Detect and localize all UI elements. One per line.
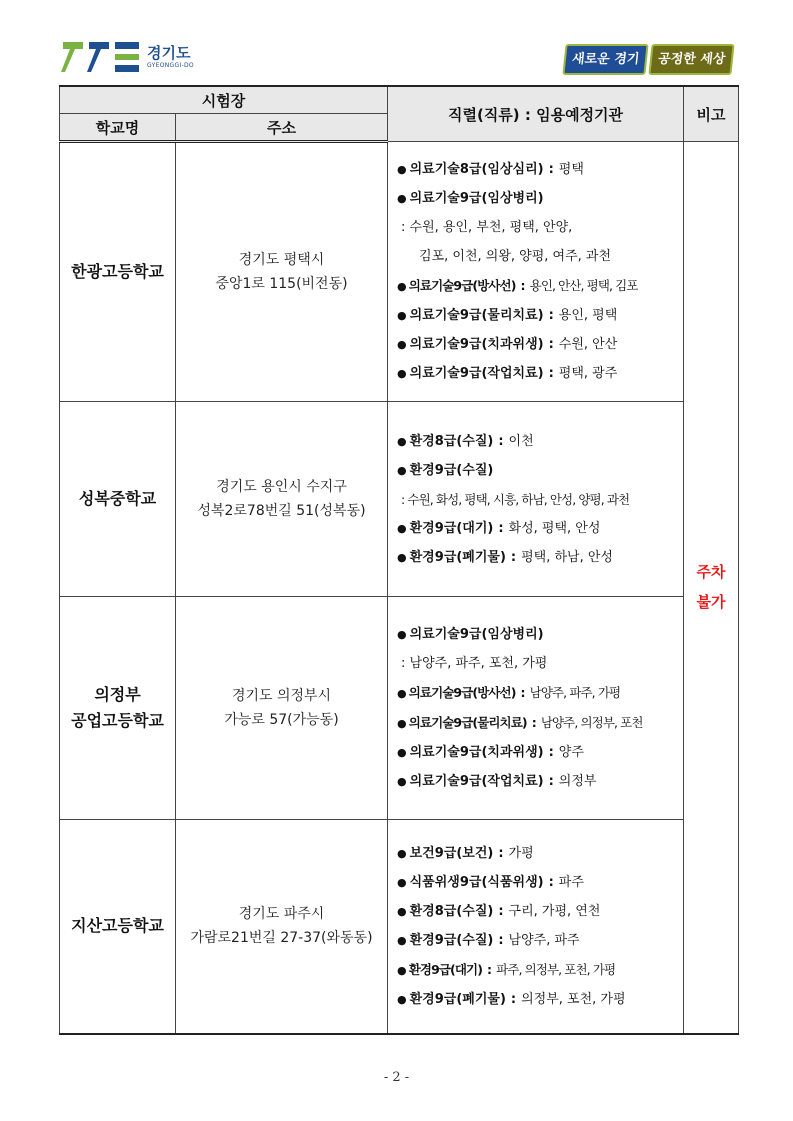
list-item: ● 의료기술9급(방사선) : 남양주, 파주, 가평	[397, 685, 621, 700]
header-venue: 시험장	[60, 86, 388, 114]
list-item: 김포, 이천, 의왕, 양평, 여주, 과천	[419, 249, 612, 264]
list-item: ● 의료기술9급(방사선) : 용인, 안산, 평택, 김포	[397, 278, 638, 293]
list-item: ● 환경9급(폐기물) : 평택, 하남, 안성	[397, 549, 613, 565]
logo-subtitle: GYEONGGI-DO	[147, 61, 194, 69]
role-list	[388, 820, 684, 1034]
page-number: - 2 -	[383, 1070, 410, 1085]
list-item: ● 의료기술9급(치과위생) : 양주	[397, 745, 584, 760]
role-list	[388, 142, 684, 402]
school-address: 경기도 파주시 가람로21번길 27-37(와동동)	[176, 820, 388, 1034]
header-role: 직렬(직류) : 임용예정기관	[388, 86, 684, 142]
school-address: 경기도 평택시 중앙1로 115(비전동)	[176, 142, 388, 402]
school-name: 지산고등학교	[60, 820, 176, 1034]
school-address: 경기도 의정부시 가능로 57(가능동)	[176, 597, 388, 820]
school-name: 성복중학교	[60, 402, 176, 597]
table-row	[60, 597, 739, 820]
role-list	[388, 402, 684, 597]
list-item: ● 의료기술9급(작업치료) : 평택, 광주	[397, 366, 618, 381]
slogan-part-2: 공정한 세상	[648, 44, 735, 75]
list-item: ● 의료기술8급(임상심리) : 평택	[397, 162, 584, 177]
list-item: ● 환경9급(폐기물) : 의정부, 포천, 가평	[397, 991, 626, 1007]
gyeonggi-logo	[61, 40, 194, 74]
school-address: 경기도 용인시 수지구 성복2로78번길 51(성복동)	[176, 402, 388, 597]
role-list	[388, 597, 684, 820]
list-item: ● 환경9급(수질) : 남양주, 파주	[397, 932, 580, 948]
header-school: 학교명	[60, 114, 176, 142]
table-row	[60, 402, 739, 597]
table-row	[60, 142, 739, 402]
school-name: 의정부 공업고등학교	[60, 597, 176, 820]
list-item: ● 보건9급(보건) : 가평	[397, 845, 534, 861]
list-item: : 남양주, 파주, 포천, 가평	[401, 656, 548, 671]
list-item: ● 의료기술9급(물리치료) : 용인, 평택	[397, 308, 618, 323]
header-address: 주소	[176, 114, 388, 142]
list-item: ● 의료기술9급(임상병리)	[397, 191, 544, 206]
slogan-part-1: 새로운 경기	[563, 44, 650, 75]
gyeonggi-logo-icon	[61, 40, 141, 74]
list-item: ● 환경9급(대기) : 화성, 평택, 안성	[397, 520, 601, 536]
list-item: ● 의료기술9급(치과위생) : 수원, 안산	[397, 337, 618, 352]
list-item: : 수원, 용인, 부천, 평택, 안양,	[401, 220, 573, 235]
logo-name: 경기도	[147, 43, 191, 62]
list-item: ● 의료기술9급(작업치료) : 의정부	[397, 774, 597, 789]
list-item: ● 환경9급(대기) : 파주, 의정부, 포천, 가평	[397, 961, 616, 977]
list-item: ● 의료기술9급(임상병리)	[397, 627, 544, 642]
slogan-badge	[564, 44, 733, 75]
list-item: ● 의료기술9급(물리치료) : 남양주, 의정부, 포천	[397, 715, 643, 730]
school-name: 한광고등학교	[60, 142, 176, 402]
list-item: ● 환경8급(수질) : 구리, 가평, 연천	[397, 903, 601, 919]
parking-note: 주차 불가	[684, 142, 739, 1034]
list-item: ● 환경8급(수질) : 이천	[397, 433, 534, 449]
list-item: : 수원, 화성, 평택, 시흥, 하남, 안성, 양평, 과천	[401, 491, 630, 507]
list-item: ● 식품위생9급(식품위생) : 파주	[397, 874, 584, 890]
table-row	[60, 820, 739, 1034]
list-item: ● 환경9급(수질)	[397, 462, 494, 478]
header-note: 비고	[684, 86, 739, 142]
exam-venue-table	[59, 85, 739, 1035]
